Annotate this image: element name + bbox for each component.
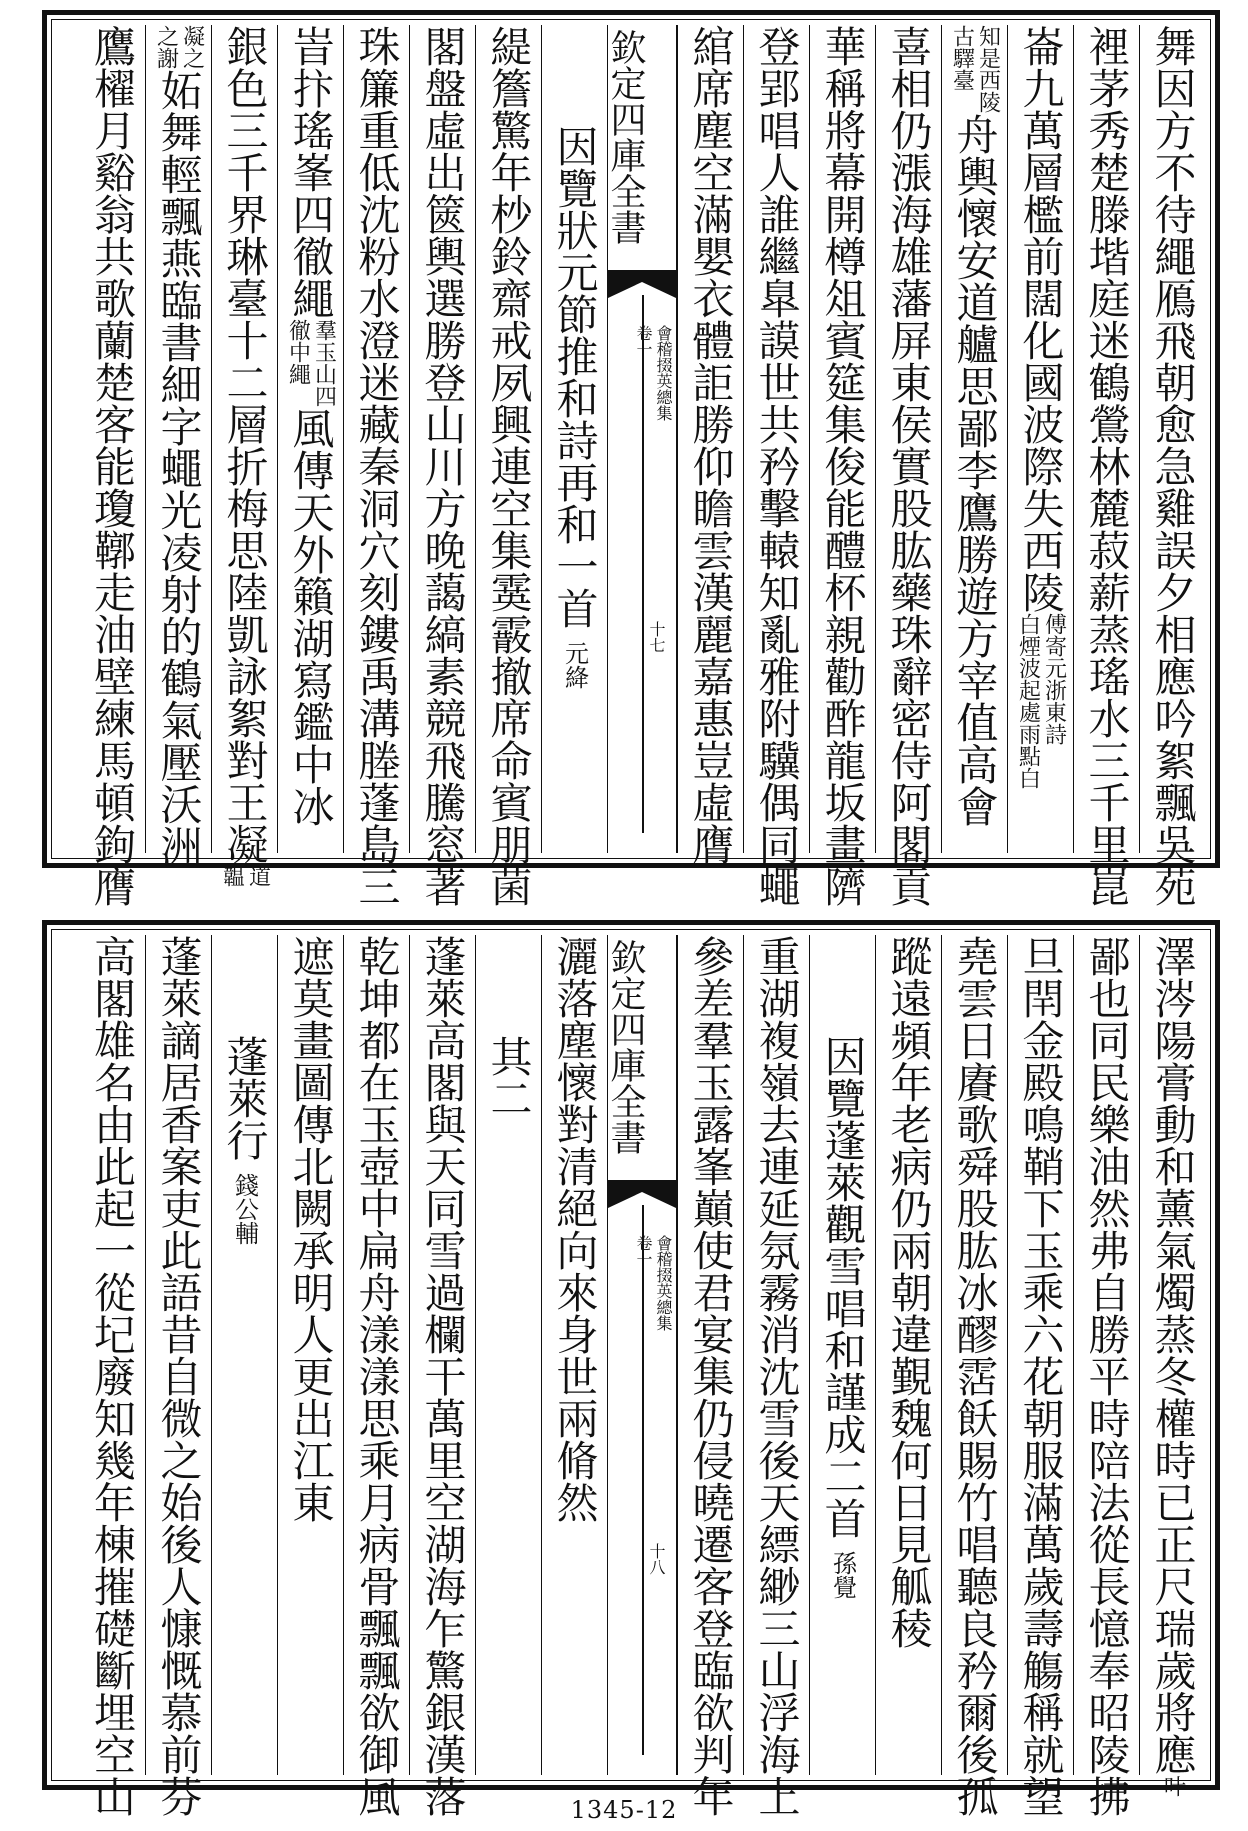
- banxin-page-number: 十七: [647, 621, 666, 653]
- text-column: [145, 25, 211, 867]
- author-name: 孫覺: [828, 1551, 857, 1599]
- text-column: [809, 25, 875, 907]
- annotation-pair: [219, 865, 271, 887]
- text-column: [875, 25, 941, 907]
- text-column: [277, 25, 343, 853]
- column-text: 高閣雄名由此起一從圮廢知幾年棟摧礎斷埋空山: [88, 935, 137, 1817]
- author-name: 錢公輔: [230, 1173, 259, 1245]
- text-column: [211, 935, 277, 1775]
- column-text: 遮莫畫圖傳北闕承明人更出江東: [286, 935, 336, 1523]
- column-text: 參差羣玉露峯巔使君宴集仍侵曉遷客登臨欲判年: [686, 935, 736, 1817]
- annotation-right-a: 羣玉山: [311, 319, 337, 385]
- column-text: 登郢唱人誰繼臯謨世共矜擊轅知亂雅附驥偶同蠅: [752, 25, 802, 907]
- text-column: [809, 935, 875, 1775]
- annotation-pair: [949, 25, 1001, 113]
- column-text: 其二: [484, 1035, 534, 1119]
- banxin-page-number: 十八: [647, 1543, 666, 1575]
- column-text: 珠簾重低沈粉水澄迷藏秦洞穴刻鏤禹溝塍蓬島三: [352, 25, 402, 907]
- column-text: 鷹櫂月谿翁共歌蘭楚客能瓊鞹走油壁練馬頓鉤膺: [88, 25, 137, 907]
- banxin-title: [605, 939, 646, 1155]
- column-text: 旦閈金殿鳴鞘下玉乘六花朝服滿萬歲壽觴稱就望: [1016, 935, 1066, 1817]
- author-name: 元絳: [560, 641, 589, 689]
- banxin-book-text: 會稽掇英總集: [654, 325, 673, 421]
- banxin-title: [605, 29, 646, 245]
- text-column: [941, 25, 1007, 853]
- text-column: [1139, 25, 1205, 907]
- annotation-left: 白煙波起處雨點白: [1015, 613, 1041, 789]
- text-column: [475, 25, 541, 907]
- annotation-pair: [153, 25, 205, 69]
- annotation-left: 韞: [219, 865, 245, 887]
- text-column: [409, 935, 475, 1817]
- annotation-left: 古驛臺: [949, 25, 975, 91]
- banxin-book-text: 卷一: [634, 325, 653, 357]
- text-column: [743, 25, 809, 907]
- column-text: 銀色三千界琳臺十二層折梅思陸凱詠絮對王凝: [220, 25, 270, 865]
- annotation-pair: [285, 319, 337, 407]
- annotation-right: 知是西陵: [975, 25, 1001, 113]
- text-column: [1007, 25, 1073, 853]
- annotation-left: 之謝: [153, 25, 179, 69]
- column-text: 舞因方不待繩鴈飛朝愈急雞誤夕相應吟絮飄吳苑: [1148, 25, 1198, 907]
- column-text: 因覽蓬萊觀雪唱和謹成二首: [818, 1035, 868, 1539]
- column-text: 崙九萬層檻前闊化國波際失西陵: [1016, 25, 1066, 613]
- text-column: [211, 25, 277, 887]
- column-text: 妬舞輕飄燕臨書細字蠅光凌射的鶴氣壓沃洲: [154, 69, 204, 867]
- column-text: 綰席塵空滿嬰衣體詎勝仰瞻雲漢麗嘉惠豈虛膺: [686, 25, 736, 865]
- banxin-book-text: 卷一: [634, 1235, 653, 1267]
- text-column: [677, 25, 743, 865]
- banxin-center-column: [607, 25, 677, 853]
- annotation-left: 徹中繩: [285, 319, 311, 385]
- banxin-book-title: [634, 325, 672, 421]
- column-text: 舟輿懷安道艫思鄙李鷹勝遊方宰值高會: [950, 113, 1000, 827]
- column-text: 緹簷驚年杪鈴齋戒夙興連空集霙霰撤席命賓朋菌: [484, 25, 534, 907]
- column-text: 澤涔陽膏動和薰氣燭蒸冬權時已正尺瑞歲將應: [1148, 935, 1198, 1775]
- fishtail-mark-icon: [608, 1180, 676, 1208]
- text-column: [1073, 25, 1139, 907]
- annotation-right-b: 四: [311, 385, 337, 407]
- top-columns: [57, 25, 1205, 907]
- text-column: [79, 25, 145, 907]
- annotation-right: 道: [245, 865, 271, 887]
- text-column: [277, 935, 343, 1775]
- column-text: 蓬萊行: [220, 1035, 270, 1161]
- column-text: 因覽狀元節推和詩再和一首: [550, 125, 600, 629]
- banxin-book-text: 會稽掇英總集: [654, 1235, 673, 1331]
- column-text: 蓬萊高閣與天同雪過欄干萬里空湖海乍驚銀漢落: [418, 935, 468, 1817]
- text-column: [875, 935, 941, 1775]
- text-column: [79, 935, 145, 1817]
- banxin-title-text: 欽定四庫全書: [605, 939, 646, 1155]
- column-text: 裡茅秀楚滕堦庭迷鶴鶯林麓菽薪蒸瑤水三千里崑: [1082, 25, 1132, 907]
- banxin-title-text: 欽定四庫全書: [605, 29, 646, 245]
- banxin-book-title: [634, 1235, 672, 1331]
- annotation-right: 傅寄元浙東詩: [1041, 613, 1067, 745]
- text-column: [541, 25, 607, 853]
- annotation-note: 叶: [1160, 1775, 1186, 1797]
- annotation-pair: [1015, 613, 1067, 789]
- text-column: [941, 935, 1007, 1817]
- banxin-center-column: [607, 935, 677, 1775]
- column-text: 乾坤都在玉壺中扁舟漾漾思乘月病骨飄飄欲御風: [352, 935, 402, 1817]
- text-column: [343, 25, 409, 907]
- text-column: [1139, 935, 1205, 1797]
- page-number-footer: 1345-12: [570, 1796, 678, 1824]
- text-column: [541, 935, 607, 1775]
- text-column: [475, 935, 541, 1775]
- text-column: [677, 935, 743, 1817]
- column-text-prefix: 峕抃瑤峯四徹繩: [286, 25, 336, 319]
- fishtail-mark-icon: [608, 270, 676, 298]
- annotation-right: [311, 319, 337, 407]
- text-column: [1073, 935, 1139, 1817]
- text-column: [1007, 935, 1073, 1817]
- column-text: 華稱將幕開樽俎賓筵集俊能醴杯親勸酢龍坂畫隮: [818, 25, 868, 907]
- column-text: 蓬萊謫居香案吏此語昔自微之始後人慷慨慕前芬: [154, 935, 204, 1817]
- text-column: [343, 935, 409, 1817]
- column-text: 堯雲日賡歌舜股肱冰醪霑飫賜竹唱聽良矜爾後孤: [950, 935, 1000, 1817]
- column-text-suffix: 風傳天外籟湖寫鑑中冰: [286, 407, 336, 827]
- column-text: 重湖複嶺去連延氛霧消沈雪後天縹緲三山浮海上: [752, 935, 802, 1817]
- text-column: [743, 935, 809, 1817]
- top-page-panel: [42, 10, 1220, 907]
- column-text: 喜相仍漲海雄藩屏東侯實股肱藥珠辭密侍阿閣貢: [884, 25, 934, 907]
- column-text: 蹤遠頻年老病仍兩朝違覲魏何日見觚稜: [884, 935, 934, 1649]
- text-column: [145, 935, 211, 1817]
- column-text: 鄙也同民樂油然弗自勝平時陪法從長憶奉昭陵拂: [1082, 935, 1132, 1817]
- text-column: [409, 25, 475, 907]
- annotation-right: 凝之: [179, 25, 205, 69]
- column-text: 灑落塵懷對清絕向來身世兩脩然: [550, 935, 600, 1523]
- column-text: 閣盤虛出篋輿選勝登山川方晚藹縞素競飛騰窓著: [418, 25, 468, 907]
